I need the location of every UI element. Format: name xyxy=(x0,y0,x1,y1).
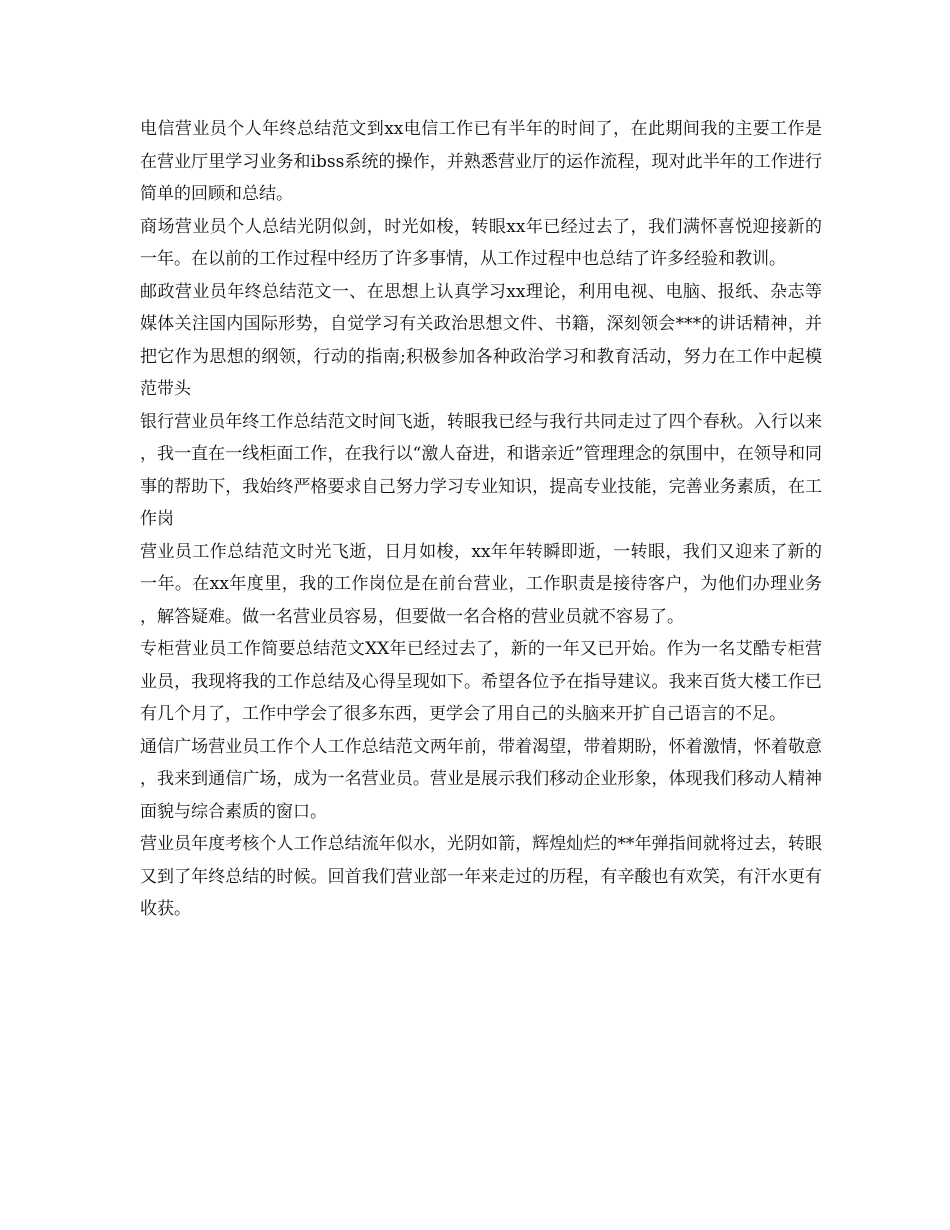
paragraph-postal-summary: 邮政营业员年终总结范文一、在思想上认真学习xx理论，利用电视、电脑、报纸、杂志等媒体关注国内国际形势，自觉学习有关政治思想文件、书籍，深刻领会***的讲话精神，并把它作为思想的纲领，行动的指南;积极参加各种政治学习和教育活动，努力在工作中起模范带头 xyxy=(140,281,822,399)
paragraph-annual-review-summary: 营业员年度考核个人工作总结流年似水，光阴如箭，辉煌灿烂的**年弹指间就将过去，转眼又到了年终总结的时候。回首我们营业部一年来走过的历程，有辛酸也有欢笑，有汗水更有收获。 xyxy=(140,834,822,919)
paragraph-clerk-summary: 营业员工作总结范文时光飞逝，日月如梭，xx年年转瞬即逝，一转眼，我们又迎来了新的一年。在xx年度里，我的工作岗位是在前台营业，工作职责是接待客户，为他们办理业务，解答疑难。做一名营业员容易，但要做一名合格的营业员就不容易了。 xyxy=(140,541,822,627)
paragraph-mall-summary: 商场营业员个人总结光阴似剑，时光如梭，转眼xx年已经过去了，我们满怀喜悦迎接新的一年。在以前的工作过程中经历了许多事情，从工作过程中也总结了许多经验和教训。 xyxy=(140,216,822,269)
paragraph-communication-plaza-summary: 通信广场营业员工作个人工作总结范文两年前，带着渴望，带着期盼，怀着激情，怀着敬意，我来到通信广场，成为一名营业员。营业是展示我们移动企业形象，体现我们移动人精神面貌与综合素质的窗口。 xyxy=(140,736,822,822)
paragraph-counter-summary: 专柜营业员工作简要总结范文XX年已经过去了，新的一年又已开始。作为一名艾酷专柜营业员，我现将我的工作总结及心得呈现如下。希望各位予在指导建议。我来百货大楼工作已有几个月了，工作中学会了很多东西，更学会了用自己的头脑来开扩自己语言的不足。 xyxy=(140,639,822,724)
paragraph-bank-summary: 银行营业员年终工作总结范文时间飞逝，转眼我已经与我行共同走过了四个春秋。入行以来，我一直在一线柜面工作，在我行以“激人奋进，和谐亲近”管理理念的氛围中，在领导和同事的帮助下，我始终严格要求自己努力学习专业知识，提高专业技能，完善业务素质，在工作岗 xyxy=(140,411,822,529)
document-body xyxy=(140,113,822,926)
paragraph-telecom-summary: 电信营业员个人年终总结范文到xx电信工作已有半年的时间了，在此期间我的主要工作是在营业厅里学习业务和ibss系统的操作，并熟悉营业厅的运作流程，现对此半年的工作进行简单的回顾和总结。 xyxy=(140,119,822,204)
